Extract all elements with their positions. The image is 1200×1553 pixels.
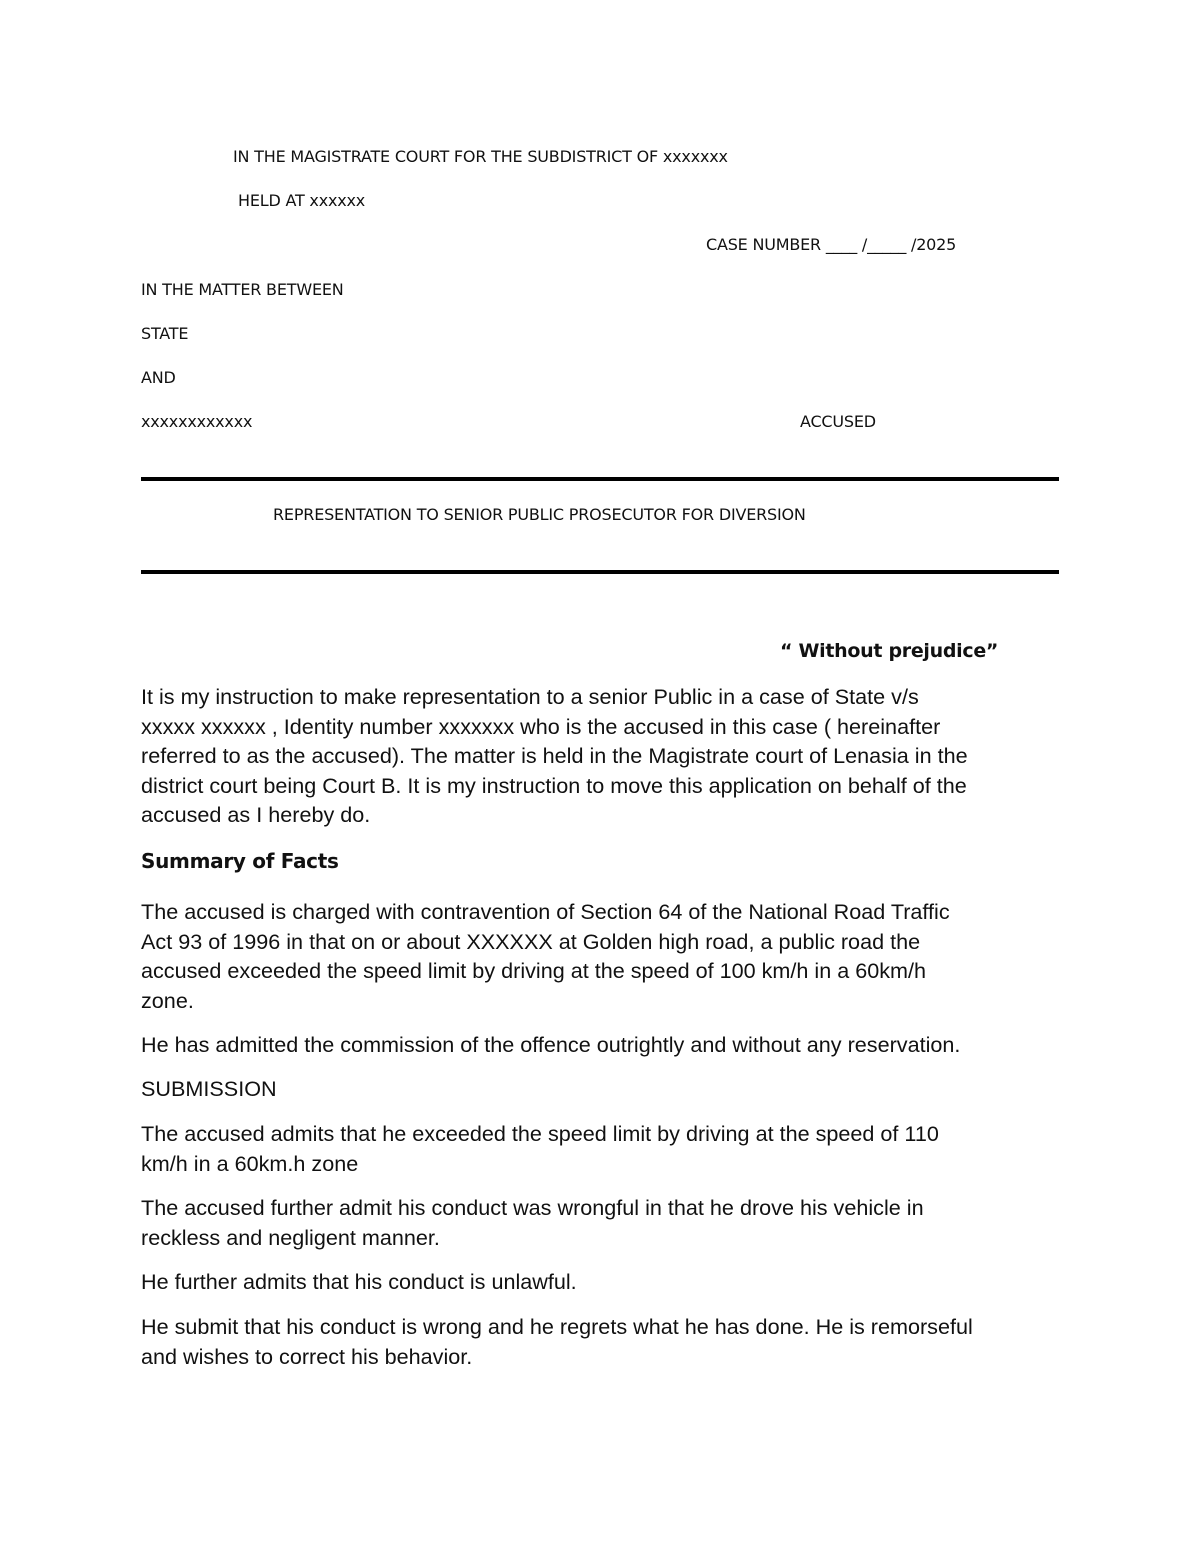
- submission-line: He submit that his conduct is wrong and he regrets what he has done. He is remorseful: [141, 1314, 973, 1339]
- submission-heading: SUBMISSION: [141, 1076, 277, 1101]
- intro-line: xxxxx xxxxxx , Identity number xxxxxxx who is the accused in this case ( hereinafter: [141, 713, 941, 739]
- submission-line: The accused admits that he exceeded the speed limit by driving at the speed of 110: [141, 1121, 939, 1146]
- submission-paragraph-4: [141, 1312, 1061, 1371]
- intro-line: It is my instruction to make representation to a senior Public in a case of State v/s: [141, 684, 919, 709]
- bottom-rule: [141, 570, 1059, 574]
- summary-heading: Summary of Facts: [141, 849, 339, 873]
- submission-line: and wishes to correct his behavior.: [141, 1343, 473, 1369]
- facts-line: The accused is charged with contravention of Section 64 of the National Road Traffic: [141, 899, 950, 924]
- submission-paragraph-1: [141, 1119, 1061, 1178]
- admission-paragraph: He has admitted the commission of the offence outrightly and without any reservation.: [141, 1032, 961, 1057]
- submission-paragraph-3: He further admits that his conduct is unlawful.: [141, 1269, 577, 1294]
- party-state: STATE: [141, 324, 189, 343]
- facts-line: zone.: [141, 987, 194, 1013]
- document-title: REPRESENTATION TO SENIOR PUBLIC PROSECUTOR FOR DIVERSION: [273, 505, 806, 524]
- accused-label: ACCUSED: [800, 412, 876, 431]
- facts-paragraph: [141, 897, 1061, 1015]
- party-and: AND: [141, 368, 176, 387]
- intro-paragraph: [141, 682, 1061, 830]
- without-prejudice: “ Without prejudice”: [780, 640, 999, 662]
- submission-line: The accused further admit his conduct was wrongful in that he drove his vehicle in: [141, 1195, 924, 1220]
- court-title: IN THE MAGISTRATE COURT FOR THE SUBDISTRICT OF xxxxxxx: [233, 147, 728, 166]
- submission-paragraph-2: [141, 1193, 1061, 1252]
- case-number: CASE NUMBER ____ /_____ /2025: [706, 235, 957, 254]
- matter-between: IN THE MATTER BETWEEN: [141, 280, 344, 299]
- facts-line: accused exceeded the speed limit by driving at the speed of 100 km/h in a 60km/h: [141, 958, 927, 983]
- top-rule: [141, 477, 1059, 481]
- intro-line: district court being Court B. It is my instruction to move this application on behalf of the: [141, 772, 967, 798]
- facts-line: Act 93 of 1996 in that on or about XXXXXX at Golden high road, a public road the: [141, 928, 921, 954]
- held-at: HELD AT xxxxxx: [238, 191, 366, 210]
- accused-name: xxxxxxxxxxxx: [141, 412, 253, 431]
- intro-line: accused as I hereby do.: [141, 802, 371, 827]
- intro-line: referred to as the accused). The matter is held in the Magistrate court of Lenasia in the: [141, 743, 968, 768]
- submission-line: km/h in a 60km.h zone: [141, 1150, 359, 1176]
- submission-line: reckless and negligent manner.: [141, 1224, 440, 1250]
